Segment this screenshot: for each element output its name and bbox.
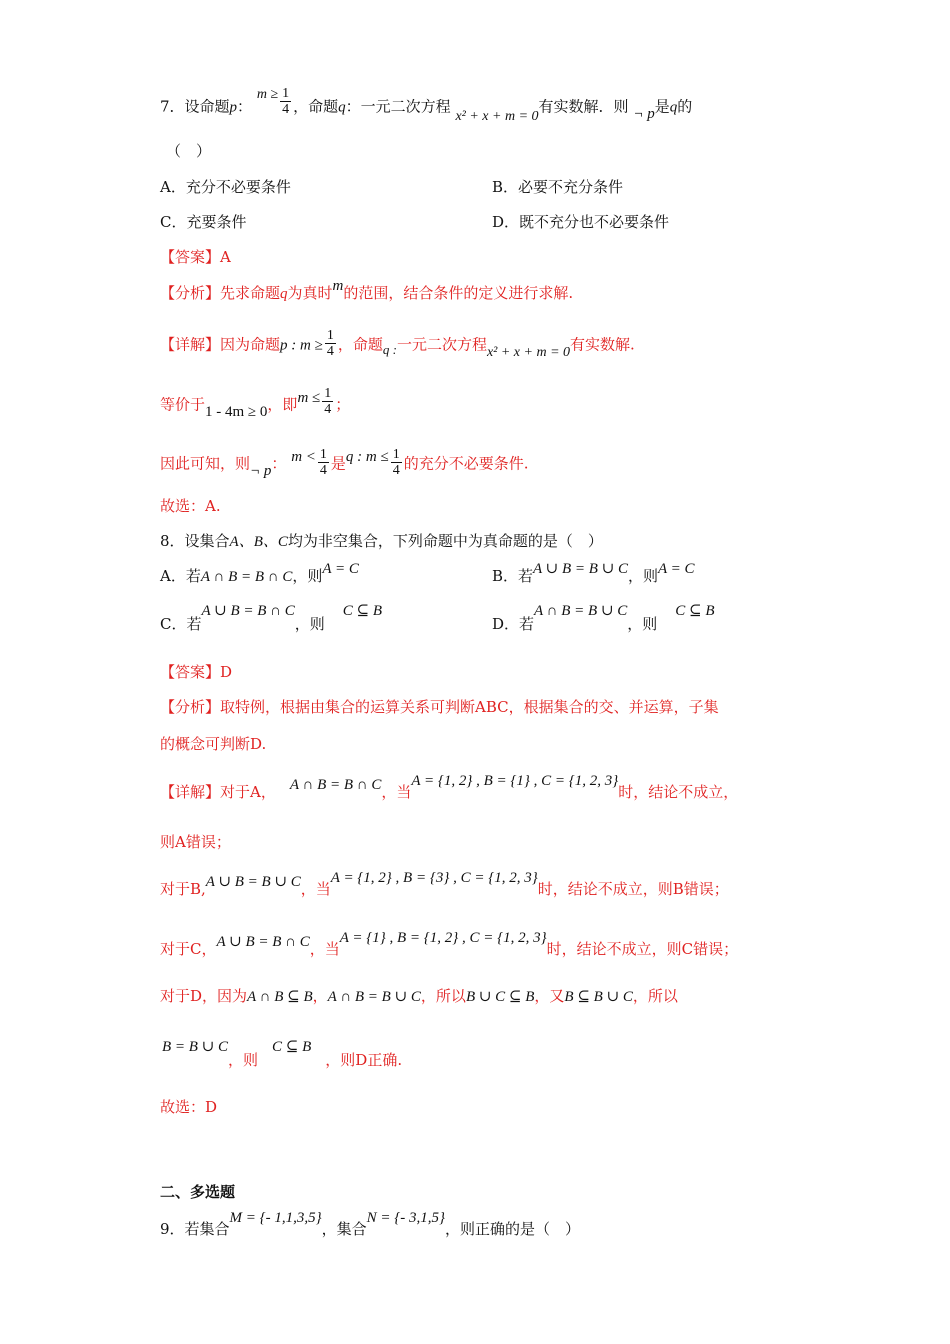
q7-option-c: C．充要条件: [160, 213, 247, 231]
q8-detail-d: 对于D，因为A ∩ B ⊆ B，A ∩ B = B ∪ C，所以B ∪ C ⊆ B，又B ⊆ B ∪ C，所以: [160, 987, 678, 1005]
q7-answer: 【答案】A: [160, 248, 231, 266]
fraction-one-quarter: $\frac{1}{4}$: [392, 447, 400, 478]
q8-detail-d2: B = B ∪ C，则C ⊆ B，则D正确.: [162, 1039, 403, 1069]
q9-stem: 9．若集合M = {- 1,1,3,5}，集合N = {- 3,1,5}，则正确的是（ ）: [160, 1210, 581, 1238]
fraction-one-quarter: $\frac{1}{4}$: [326, 328, 334, 359]
q7-option-b: B．必要不充分条件: [492, 178, 624, 196]
q7-stem: 7．设命题p： m ≥ $\frac{1}{4}$ ，命题q：一元二次方程 x² + x + m = 0有实数解．则 ¬ p是q的: [160, 86, 693, 124]
q8-answer: 【答案】D: [160, 663, 233, 681]
q8-analysis-1: 【分析】取特例，根据由集合的运算关系可判断ABC，根据集合的交、并运算，子集: [160, 698, 719, 716]
q8-stem: 8．设集合A、B、C均为非空集合，下列命题中为真命题的是（ ）: [160, 532, 603, 550]
q7-known: 因此可知，则¬ p： m < $\frac{1}{4}$ 是q : m ≤ $\frac{1}{4}$ 的充分不必要条件.: [160, 447, 529, 479]
q7-option-a: A．充分不必要条件: [160, 178, 291, 196]
q8-option-b: B．若A ∪ B = B ∪ C，则A = C: [492, 561, 695, 585]
fraction-one-quarter: $\frac{1}{4}$: [319, 447, 327, 478]
q8-choose: 故选：D: [160, 1098, 218, 1116]
not-p: ¬ p: [633, 105, 655, 122]
q8-detail-b: 对于B,A ∪ B = B ∪ C，当A = {1, 2} , B = {3} , C = {1, 2, 3}时，结论不成立，则B错误；: [160, 870, 729, 898]
q8-detail-c: 对于C，A ∪ B = B ∩ C，当A = {1} , B = {1, 2} , C = {1, 2, 3}时，结论不成立，则C错误；: [160, 930, 739, 958]
q7-option-d: D．既不充分也不必要条件: [492, 213, 670, 231]
q8-option-d: D．若A ∩ B = B ∪ C，则C ⊆ B: [492, 603, 715, 633]
q7-paren: （ ）: [166, 142, 212, 160]
q8-option-a: A．若A ∩ B = B ∩ C，则A = C: [160, 561, 359, 585]
q7-equiv: 等价于1 - 4m ≥ 0，即m ≤ $\frac{1}{4}$ ；: [160, 386, 351, 420]
section-title: 二、多选题: [160, 1183, 236, 1201]
q7-analysis: 【分析】先求命题q为真时m的范围，结合条件的定义进行求解.: [160, 278, 574, 302]
q8-option-c: C．若A ∪ B = B ∩ C，则C ⊆ B: [160, 603, 382, 633]
quadratic-equation: x² + x + m = 0: [455, 108, 539, 124]
fraction-one-quarter: $\frac{1}{4}$: [324, 386, 332, 417]
q8-detail-a2: 则A错误；: [160, 833, 231, 851]
fraction-one-quarter: $\frac{1}{4}$: [282, 86, 290, 117]
q7-choose: 故选：A.: [160, 497, 221, 515]
q8-detail-a: 【详解】对于A， A ∩ B = B ∩ C，当A = {1, 2} , B = {1} , C = {1, 2, 3}时，结论不成立，: [160, 773, 739, 801]
q8-analysis-2: 的概念可判断D.: [160, 735, 267, 753]
q7-detail: 【详解】因为命题p : m ≥ $\frac{1}{4}$ ，命题q :一元二次方程x² + x + m = 0有实数解.: [160, 328, 635, 360]
